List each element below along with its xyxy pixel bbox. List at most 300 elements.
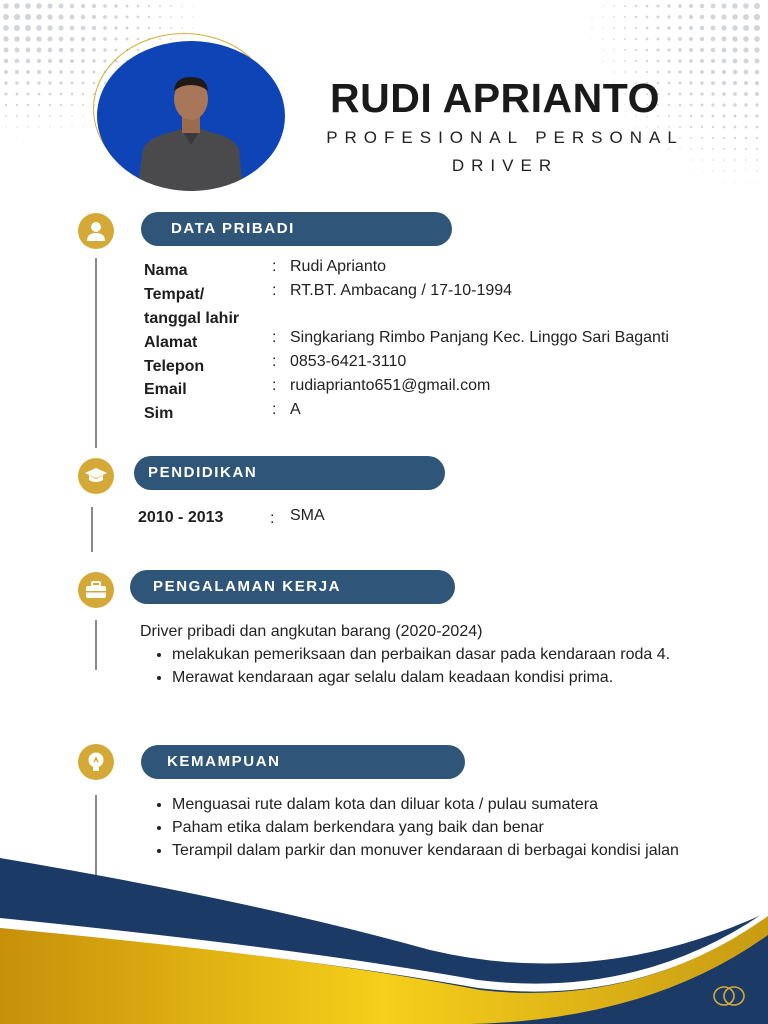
halftone-dot — [646, 71, 648, 73]
halftone-dot — [712, 159, 714, 161]
halftone-dot — [170, 16, 172, 18]
halftone-dot — [667, 26, 670, 29]
halftone-dot — [38, 93, 41, 96]
halftone-dot — [58, 25, 63, 30]
halftone-dot — [667, 48, 670, 51]
rings-logo-icon — [712, 984, 746, 1008]
halftone-dot — [181, 16, 182, 17]
halftone-dot — [114, 4, 117, 7]
halftone-dot — [733, 114, 736, 117]
halftone-dot — [701, 159, 702, 160]
label-nama: Nama — [144, 262, 188, 279]
halftone-dot — [5, 126, 6, 127]
halftone-dot — [602, 16, 603, 17]
halftone-dot — [667, 4, 670, 7]
halftone-dot — [49, 93, 52, 96]
halftone-dot — [754, 14, 760, 20]
halftone-dot — [25, 36, 30, 41]
halftone-dot — [755, 103, 759, 107]
list-item: • Menguasai rute dalam kota dan diluar kota / pulau sumatera — [172, 793, 702, 816]
halftone-dot — [81, 15, 85, 19]
halftone-dot — [48, 70, 52, 74]
halftone-dot — [678, 48, 682, 52]
halftone-dot — [38, 126, 39, 127]
halftone-dot — [137, 27, 140, 30]
halftone-dot — [25, 25, 31, 31]
halftone-dot — [734, 148, 736, 150]
halftone-dot — [82, 115, 83, 116]
section-header-skills — [141, 745, 465, 779]
halftone-dot — [159, 16, 161, 18]
halftone-dot — [70, 70, 73, 73]
halftone-dot — [690, 148, 692, 150]
halftone-dot — [71, 104, 73, 106]
halftone-dot — [81, 4, 85, 8]
halftone-dot — [181, 27, 182, 28]
halftone-dot — [744, 59, 749, 64]
halftone-dot — [733, 59, 738, 64]
halftone-dot — [60, 93, 63, 96]
halftone-dot — [5, 93, 8, 96]
halftone-dot — [114, 15, 117, 18]
halftone-dot — [656, 15, 659, 18]
halftone-dot — [646, 16, 649, 19]
halftone-dot — [657, 60, 660, 63]
halftone-dot — [732, 3, 737, 8]
bottom-wave-decoration — [0, 840, 768, 1024]
halftone-dot — [82, 82, 85, 85]
halftone-dot — [6, 138, 7, 139]
halftone-dot — [721, 25, 726, 30]
halftone-dot — [37, 70, 41, 74]
halftone-dot — [635, 49, 637, 51]
halftone-dot — [38, 104, 40, 106]
halftone-dot — [602, 60, 603, 61]
value-tempat-tanggal-lahir: RT.BT. Ambacang / 17-10-1994 — [290, 282, 513, 299]
halftone-dot — [646, 60, 649, 63]
halftone-dot — [755, 92, 759, 96]
halftone-dot — [755, 70, 760, 75]
halftone-dot — [689, 4, 693, 8]
halftone-dot — [37, 81, 40, 84]
halftone-dot — [743, 47, 748, 52]
list-item: • Paham etika dalam berkendara yang baik dan benar — [172, 816, 702, 839]
briefcase-icon — [78, 572, 114, 608]
halftone-dot — [734, 126, 737, 129]
halftone-dot — [701, 115, 704, 118]
halftone-dot — [657, 49, 660, 52]
halftone-dot — [602, 49, 603, 50]
halftone-dot — [15, 81, 18, 84]
halftone-dot — [635, 5, 637, 7]
halftone-dot — [723, 137, 725, 139]
halftone-dot — [701, 137, 703, 139]
section-title-skills: KEMAMPUAN — [167, 753, 281, 770]
halftone-dot — [744, 92, 748, 96]
halftone-dot — [59, 59, 63, 63]
section-header-experience — [130, 570, 455, 604]
halftone-dot — [37, 59, 41, 63]
halftone-dot — [723, 170, 724, 171]
halftone-dot — [689, 37, 693, 41]
halftone-dot — [701, 170, 702, 171]
halftone-dot — [81, 59, 85, 63]
halftone-dot — [712, 126, 715, 129]
timeline-line-personal — [95, 258, 97, 448]
halftone-dot — [148, 27, 150, 29]
halftone-dot — [27, 115, 29, 117]
halftone-dot — [624, 5, 626, 7]
halftone-dot — [722, 103, 725, 106]
halftone-dot — [756, 170, 757, 171]
halftone-dot — [3, 25, 9, 31]
halftone-dot — [602, 71, 603, 72]
halftone-dot — [724, 182, 725, 183]
person-silhouette — [97, 41, 285, 191]
section-header-personal — [141, 212, 452, 246]
person-icon — [78, 213, 114, 249]
halftone-dot — [26, 81, 29, 84]
halftone-dot — [624, 16, 626, 18]
halftone-dot — [592, 17, 593, 18]
halftone-dot — [754, 3, 760, 9]
halftone-dot — [700, 48, 704, 52]
halftone-dot — [49, 126, 50, 127]
halftone-dot — [38, 115, 40, 117]
halftone-dot — [70, 59, 74, 63]
label-alamat: Alamat — [144, 334, 198, 351]
halftone-dot — [15, 48, 20, 53]
halftone-dot — [711, 48, 716, 53]
halftone-dot — [602, 5, 603, 6]
lightbulb-icon — [78, 744, 114, 780]
halftone-dot — [3, 36, 8, 41]
halftone-dot — [690, 126, 692, 128]
halftone-dot — [14, 36, 20, 42]
halftone-dot — [71, 115, 73, 117]
halftone-dot — [14, 14, 20, 20]
halftone-dot — [756, 137, 758, 139]
label-tanggal-lahir: tanggal lahir — [144, 310, 240, 327]
halftone-dot — [754, 47, 759, 52]
halftone-dot — [592, 39, 593, 40]
halftone-dot — [81, 70, 84, 73]
halftone-dot — [3, 14, 9, 20]
halftone-dot — [701, 148, 703, 150]
halftone-dot — [755, 114, 758, 117]
halftone-dot — [592, 28, 593, 29]
halftone-dot — [711, 70, 715, 74]
halftone-dot — [723, 148, 725, 150]
timeline-line-experience — [95, 620, 97, 670]
halftone-dot — [734, 170, 735, 171]
list-item: • Terampil dalam parkir dan monuver kendaraan di berbagai kondisi jalan — [172, 839, 702, 862]
halftone-dot — [732, 47, 737, 52]
halftone-dot — [70, 4, 75, 9]
halftone-dot — [81, 26, 85, 30]
halftone-dot — [756, 126, 759, 129]
profession-line-1: PROFESIONAL PERSONAL — [326, 128, 684, 147]
halftone-dot — [25, 14, 31, 20]
halftone-dot — [711, 103, 714, 106]
colon: : — [272, 258, 277, 275]
halftone-dot — [700, 4, 704, 8]
halftone-dot — [592, 6, 593, 7]
halftone-dot — [192, 5, 193, 6]
halftone-dot — [613, 38, 615, 40]
halftone-dot — [624, 27, 626, 29]
halftone-dot — [94, 127, 95, 128]
halftone-dot — [656, 26, 659, 29]
halftone-dot — [754, 36, 760, 42]
halftone-dot — [59, 70, 63, 74]
halftone-dot — [667, 59, 670, 62]
halftone-dot — [732, 25, 738, 31]
halftone-dot — [722, 81, 726, 85]
halftone-dot — [36, 3, 42, 9]
halftone-dot — [756, 159, 758, 161]
halftone-dot — [712, 115, 715, 118]
label-sim: Sim — [144, 405, 174, 422]
halftone-dot — [700, 37, 704, 41]
halftone-dot — [192, 27, 193, 28]
halftone-dot — [732, 36, 737, 41]
experience-list — [140, 643, 692, 689]
halftone-dot — [746, 182, 747, 183]
halftone-dot — [93, 82, 96, 85]
halftone-dot — [723, 115, 726, 118]
halftone-dot — [27, 126, 28, 127]
colon: : — [272, 401, 277, 418]
halftone-dot — [36, 25, 42, 31]
halftone-dot — [711, 15, 716, 20]
halftone-dot — [14, 3, 20, 9]
halftone-dot — [733, 92, 737, 96]
halftone-dot — [624, 71, 626, 73]
halftone-dot — [17, 138, 18, 139]
halftone-dot — [16, 104, 18, 106]
colon: : — [272, 377, 277, 394]
halftone-dot — [691, 171, 692, 172]
education-period: 2010 - 2013 — [138, 509, 224, 526]
halftone-dot — [92, 37, 96, 41]
halftone-dot — [48, 81, 51, 84]
halftone-dot — [701, 126, 703, 128]
halftone-dot — [181, 5, 182, 6]
halftone-dot — [690, 159, 691, 160]
halftone-dot — [646, 27, 649, 30]
halftone-dot — [744, 114, 747, 117]
halftone-dot — [36, 14, 42, 20]
halftone-dot — [114, 26, 117, 29]
halftone-dot — [657, 71, 660, 74]
halftone-dot — [700, 15, 705, 20]
label-telepon: Telepon — [144, 358, 205, 375]
halftone-dot — [711, 26, 716, 31]
halftone-dot — [60, 104, 62, 106]
halftone-dot — [48, 59, 52, 63]
halftone-dot — [732, 14, 738, 20]
halftone-dot — [700, 81, 704, 85]
value-nama: Rudi Aprianto — [290, 258, 387, 275]
halftone-dot — [723, 159, 725, 161]
halftone-dot — [613, 16, 615, 18]
halftone-dot — [59, 37, 64, 42]
halftone-dot — [689, 26, 693, 30]
halftone-dot — [635, 60, 637, 62]
halftone-dot — [690, 104, 693, 107]
halftone-dot — [49, 104, 51, 106]
halftone-dot — [745, 148, 747, 150]
profession-line-2: DRIVER — [451, 156, 559, 175]
halftone-dot — [667, 37, 670, 40]
halftone-dot — [25, 3, 31, 9]
value-sim: A — [290, 401, 301, 418]
section-title-experience: PENGALAMAN KERJA — [153, 578, 342, 595]
list-item: • Merawat kendaraan agar selalu dalam keadaan kondisi prima. — [172, 666, 692, 689]
halftone-dot — [743, 14, 749, 20]
job-title: Driver pribadi dan angkutan barang (2020-2024) — [140, 623, 483, 640]
halftone-dot — [70, 37, 75, 42]
halftone-dot — [4, 59, 8, 63]
halftone-dot — [4, 48, 9, 53]
halftone-dot — [635, 16, 637, 18]
halftone-dot — [757, 182, 758, 183]
halftone-dot — [592, 50, 593, 51]
halftone-dot — [700, 26, 705, 31]
halftone-dot — [700, 92, 703, 95]
halftone-dot — [82, 104, 84, 106]
halftone-dot — [689, 48, 693, 52]
halftone-dot — [735, 182, 736, 183]
halftone-dot — [82, 93, 84, 95]
halftone-dot — [646, 38, 649, 41]
halftone-dot — [5, 115, 7, 117]
halftone-dot — [148, 5, 150, 7]
halftone-dot — [70, 15, 75, 20]
halftone-dot — [635, 71, 637, 73]
halftone-dot — [723, 126, 726, 129]
halftone-dot — [16, 126, 17, 127]
value-telepon: 0853-6421-3110 — [290, 353, 407, 370]
halftone-dot — [148, 16, 150, 18]
halftone-dot — [711, 37, 716, 42]
label-email: Email — [144, 381, 187, 398]
halftone-dot — [745, 170, 746, 171]
halftone-dot — [83, 127, 84, 128]
halftone-dot — [47, 36, 52, 41]
halftone-dot — [36, 36, 41, 41]
halftone-dot — [701, 104, 704, 107]
halftone-dot — [745, 126, 748, 129]
halftone-dot — [624, 38, 626, 40]
halftone-dot — [71, 126, 72, 127]
profile-photo — [97, 41, 285, 191]
halftone-dot — [678, 15, 682, 19]
halftone-dot — [16, 93, 19, 96]
halftone-dot — [756, 148, 758, 150]
halftone-dot — [27, 104, 29, 106]
halftone-dot — [60, 126, 61, 127]
halftone-dot — [602, 27, 603, 28]
halftone-dot — [711, 59, 715, 63]
halftone-dot — [92, 70, 95, 73]
halftone-dot — [70, 48, 74, 52]
halftone-dot — [39, 138, 40, 139]
halftone-dot — [92, 59, 95, 62]
halftone-dot — [743, 3, 749, 9]
halftone-dot — [592, 61, 593, 62]
halftone-dot — [721, 36, 726, 41]
halftone-dot — [15, 59, 19, 63]
halftone-dot — [26, 48, 31, 53]
halftone-dot — [754, 58, 759, 63]
value-email: rudiaprianto651@gmail.com — [290, 377, 491, 394]
halftone-dot — [47, 25, 52, 30]
list-item: • melakukan pemeriksaan dan perbaikan dasar pada kendaraan roda 4. — [172, 643, 692, 666]
colon: : — [270, 510, 275, 527]
halftone-dot — [47, 3, 52, 8]
halftone-dot — [613, 60, 615, 62]
halftone-dot — [92, 15, 96, 19]
halftone-dot — [678, 59, 681, 62]
section-title-education: PENDIDIKAN — [148, 464, 258, 481]
halftone-dot — [755, 81, 759, 85]
halftone-dot — [92, 48, 96, 52]
halftone-dot — [744, 70, 749, 75]
halftone-dot — [689, 59, 693, 63]
halftone-dot — [81, 48, 85, 52]
colon: : — [272, 329, 277, 346]
halftone-dot — [700, 59, 704, 63]
halftone-dot — [170, 27, 172, 29]
halftone-dot — [667, 15, 670, 18]
section-title-personal: DATA PRIBADI — [171, 220, 295, 237]
halftone-dot — [646, 49, 649, 52]
halftone-dot — [733, 70, 737, 74]
halftone-dot — [613, 71, 614, 72]
halftone-dot — [125, 4, 128, 7]
colon: : — [272, 282, 277, 299]
halftone-dot — [722, 48, 727, 53]
halftone-dot — [159, 5, 161, 7]
halftone-dot — [745, 137, 747, 139]
halftone-dot — [711, 4, 716, 9]
halftone-dot — [690, 115, 693, 118]
halftone-dot — [689, 15, 693, 19]
halftone-dot — [3, 3, 9, 9]
timeline-line-education — [91, 507, 93, 552]
section-header-education — [134, 456, 445, 490]
halftone-dot — [733, 103, 736, 106]
halftone-dot — [26, 70, 30, 74]
halftone-dot — [690, 137, 692, 139]
halftone-dot — [5, 104, 7, 106]
halftone-dot — [125, 15, 128, 18]
education-level: SMA — [290, 507, 325, 524]
halftone-dot — [4, 81, 7, 84]
halftone-dot — [712, 137, 714, 139]
halftone-dot — [744, 81, 748, 85]
halftone-dot — [137, 38, 140, 41]
halftone-dot — [734, 159, 736, 161]
value-alamat: Singkariang Rimbo Panjang Kec. Linggo Sari Baganti — [290, 329, 669, 346]
halftone-dot — [47, 14, 52, 19]
halftone-dot — [4, 70, 8, 74]
halftone-dot — [712, 170, 713, 171]
graduation-cap-icon — [78, 458, 114, 494]
halftone-dot — [49, 115, 51, 117]
